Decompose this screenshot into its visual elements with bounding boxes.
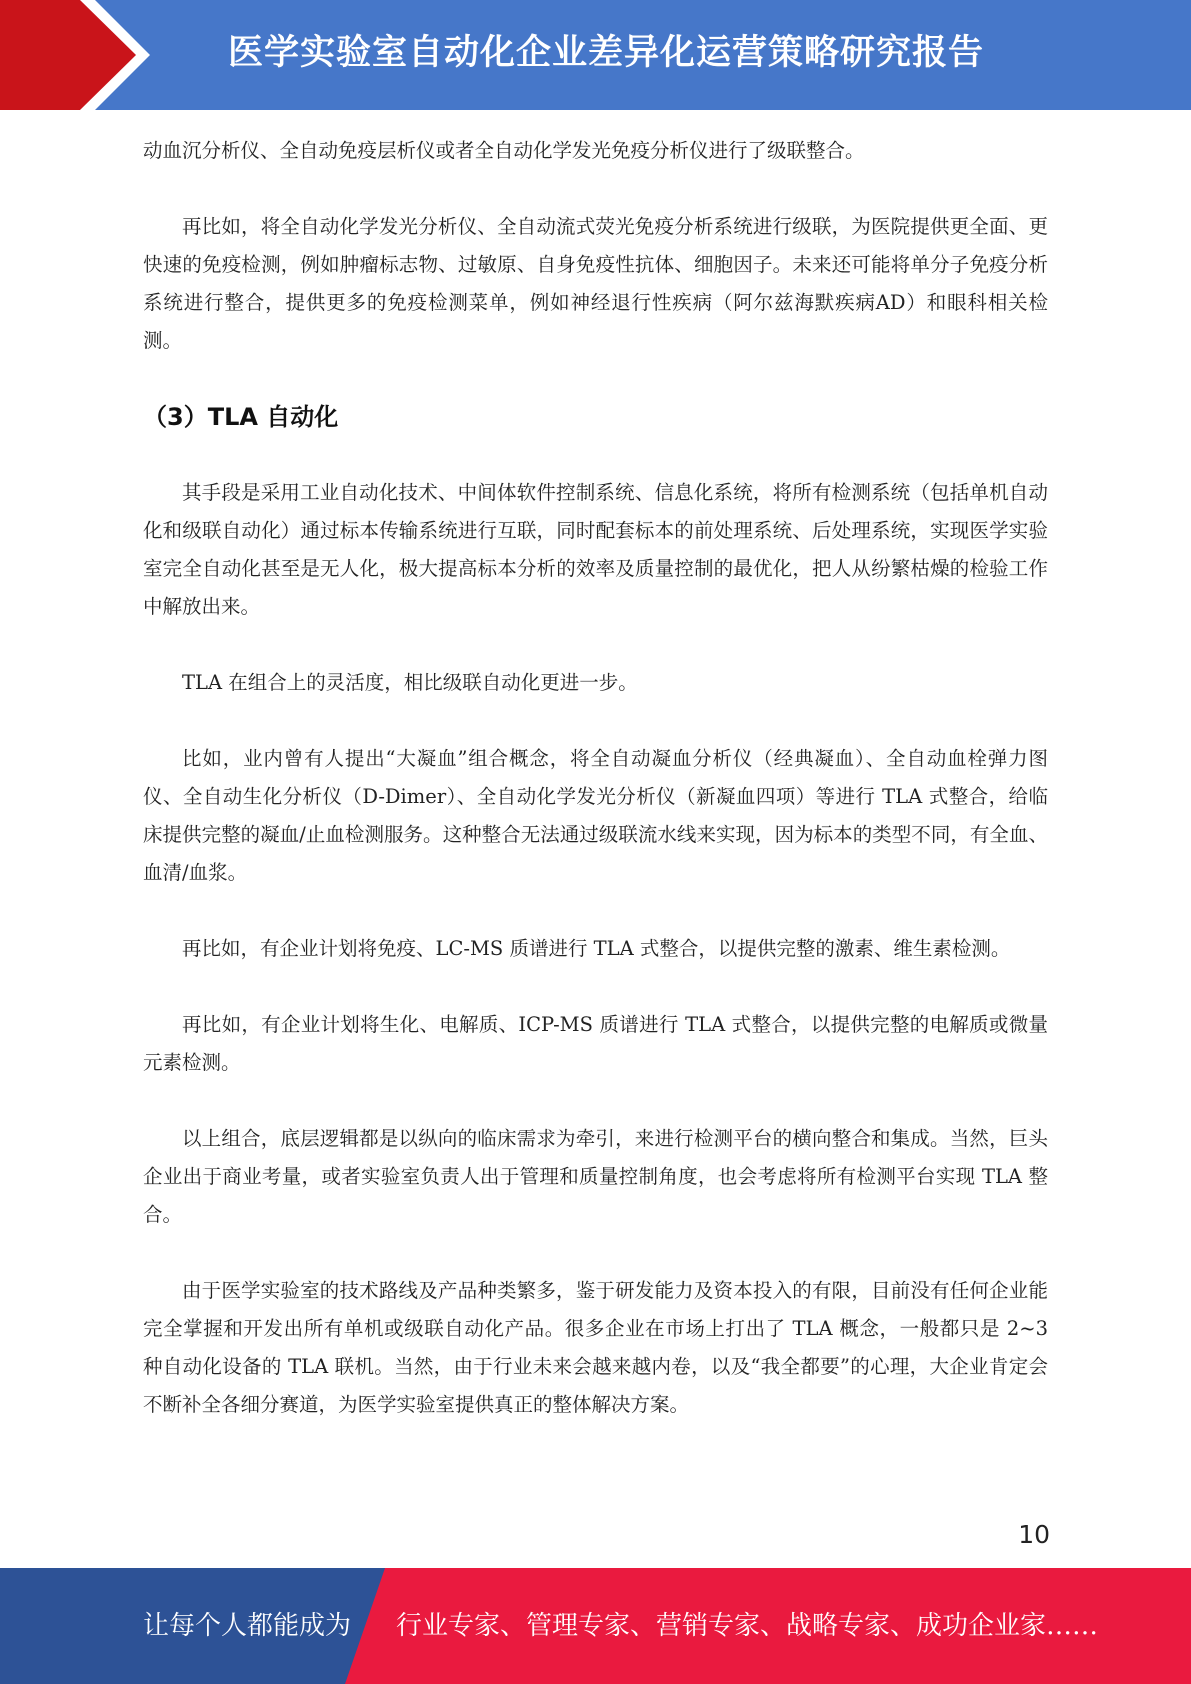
section-heading: （3）TLA 自动化 <box>143 403 339 431</box>
paragraph-lcms-example: 再比如，有企业计划将免疫、LC-MS 质谱进行 TLA 式整合，以提供完整的激素、维生素检测。 <box>182 937 1011 960</box>
page-footer <box>0 1568 1191 1684</box>
paragraph-icpms-example: 再比如，有企业计划将生化、电解质、ICP-MS 质谱进行 TLA 式整合，以提供完整的电解质或微量元素检测。 <box>143 1013 1048 1074</box>
paragraph-tla-flexibility: TLA 在组合上的灵活度，相比级联自动化更进一步。 <box>182 671 638 694</box>
paragraph-cascade-example: 再比如，将全自动化学发光分析仪、全自动流式荧光免疫分析系统进行级联，为医院提供更全面、更快速的免疫检测，例如肿瘤标志物、过敏原、自身免疫性抗体、细胞因子。未来还可能将单分子免疫分析系统进行整合，提供更多的免疫检测菜单，例如神经退行性疾病（阿尔兹海默疾病AD）和眼科相关检测。 <box>143 215 1048 352</box>
page-number: 10 <box>1018 1520 1050 1549</box>
footer-slogan-left: 让每个人都能成为 <box>143 1611 352 1641</box>
paragraph-logic-summary: 以上组合，底层逻辑都是以纵向的临床需求为牵引，来进行检测平台的横向整合和集成。当然，巨头企业出于商业考量，或者实验室负责人出于管理和质量控制角度，也会考虑将所有检测平台实现 TLA 整合。 <box>143 1127 1048 1226</box>
footer-slogan-right: 行业专家、管理专家、营销专家、战略专家、成功企业家…… <box>396 1611 1099 1641</box>
paragraph-coagulation-example: 比如，业内曾有人提出“大凝血”组合概念，将全自动凝血分析仪（经典凝血）、全自动血栓弹力图仪、全自动生化分析仪（D-Dimer）、全自动化学发光分析仪（新凝血四项）等进行 TLA 式整合，给临床提供完整的凝血/止血检测服务。这种整合无法通过级联流水线来实现，因为标本的类型不同，有全血、血清/血浆。 <box>143 747 1048 884</box>
paragraph-continued: 动血沉分析仪、全自动免疫层析仪或者全自动化学发光免疫分析仪进行了级联整合。 <box>143 139 865 162</box>
page-header <box>0 0 1191 110</box>
paragraph-tla-definition: 其手段是采用工业自动化技术、中间体软件控制系统、信息化系统，将所有检测系统（包括单机自动化和级联自动化）通过标本传输系统进行互联，同时配套标本的前处理系统、后处理系统，实现医学实验室完全自动化甚至是无人化，极大提高标本分析的效率及质量控制的最优化，把人从纷繁枯燥的检验工作中解放出来。 <box>143 481 1048 618</box>
page-body <box>143 132 1048 1462</box>
paragraph-industry-outlook: 由于医学实验室的技术路线及产品种类繁多，鉴于研发能力及资本投入的有限，目前没有任何企业能完全掌握和开发出所有单机或级联自动化产品。很多企业在市场上打出了 TLA 概念，一般都只是 2~3 种自动化设备的 TLA 联机。当然，由于行业未来会越来越内卷，以及“我全都要”的心理，大企业肯定会不断补全各细分赛道，为医学实验室提供真正的整体解决方案。 <box>143 1279 1048 1416</box>
report-title: 医学实验室自动化企业差异化运营策略研究报告 <box>228 33 985 73</box>
